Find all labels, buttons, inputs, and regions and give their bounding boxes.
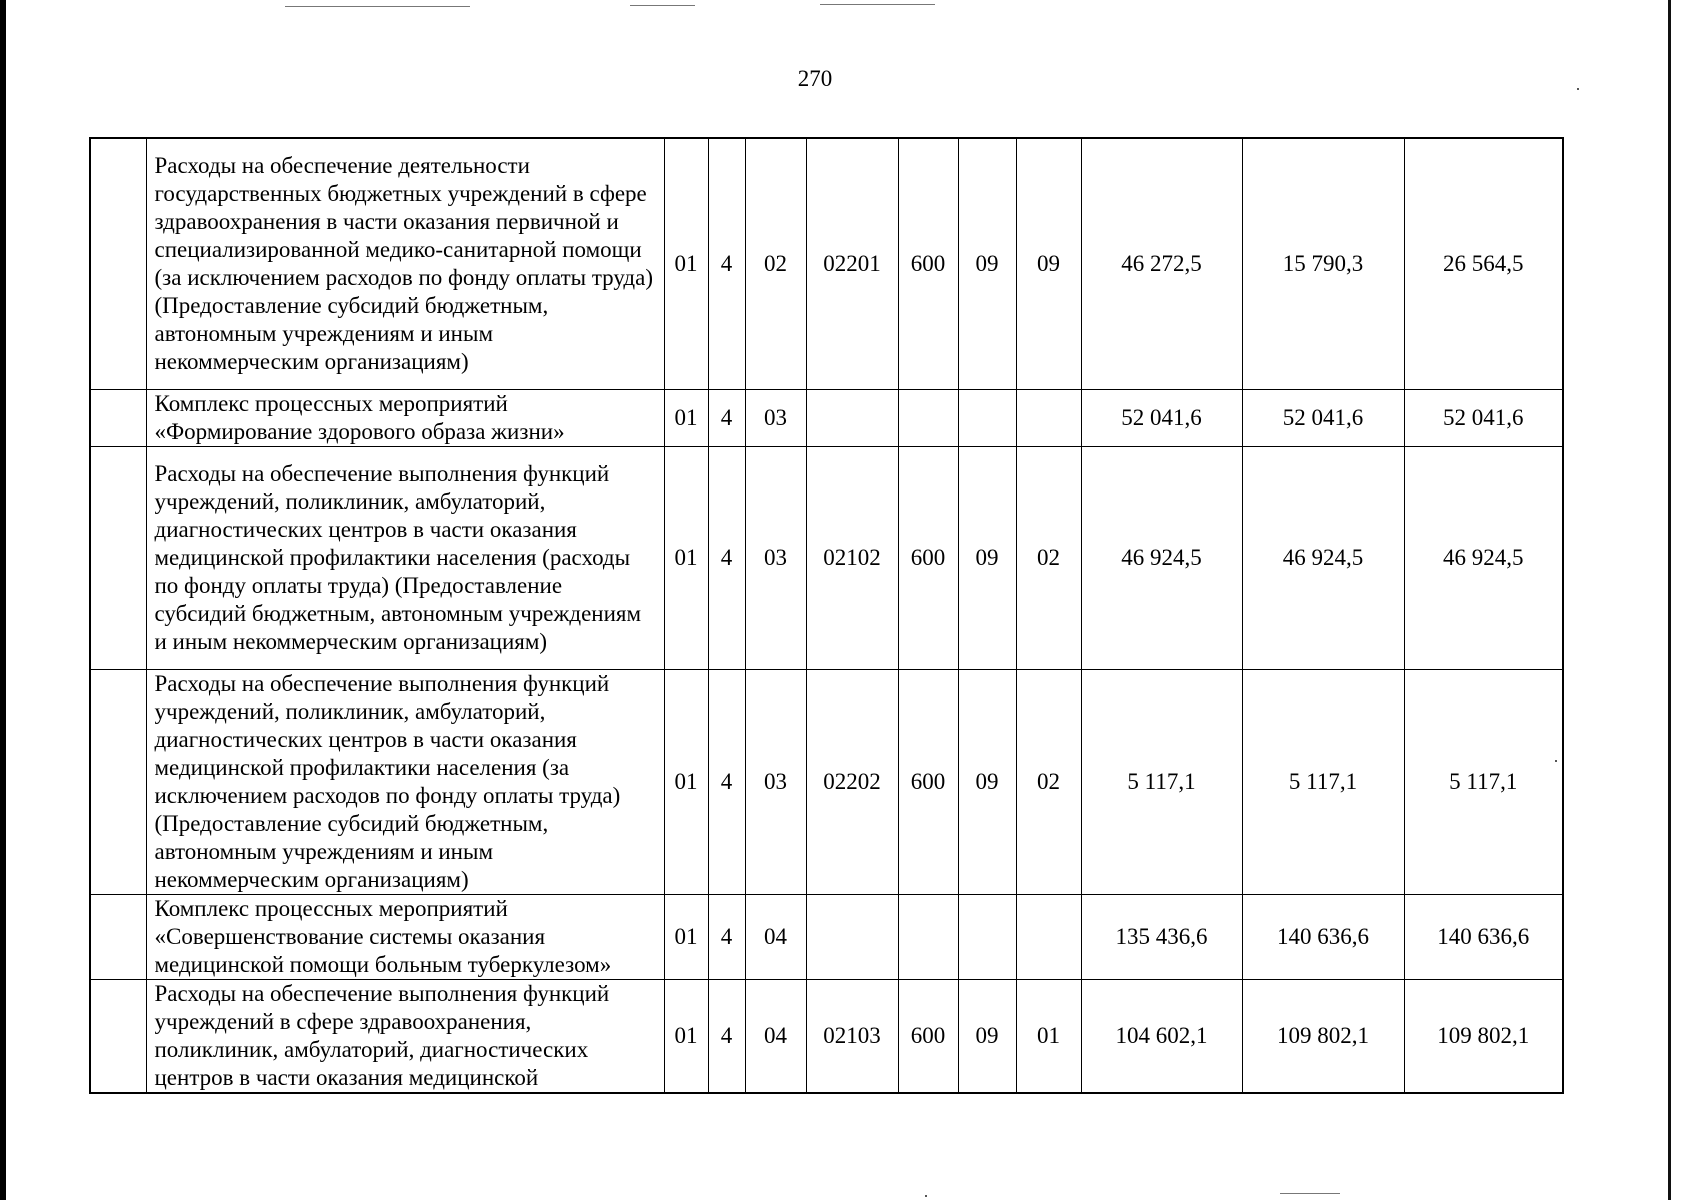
code-cell — [898, 894, 958, 979]
scan-artifact — [630, 5, 695, 6]
code-cell: 02201 — [806, 138, 898, 389]
amount-cell: 46 924,5 — [1242, 446, 1404, 669]
code-cell: 03 — [745, 389, 806, 446]
code-cell: 02103 — [806, 979, 898, 1093]
code-cell: 02 — [1016, 446, 1081, 669]
table-row — [90, 446, 1563, 669]
amount-cell: 15 790,3 — [1242, 138, 1404, 389]
row-description: Расходы на обеспечение выполнения функций учреждений в сфере здравоохранения, поликлиник, амбулаторий, диагностических центров в части оказания медицинской — [146, 979, 664, 1093]
page-number: 270 — [797, 66, 833, 91]
code-cell: 01 — [664, 138, 708, 389]
scan-artifact — [925, 1195, 927, 1197]
scan-artifact — [285, 6, 470, 7]
code-cell: 09 — [958, 446, 1016, 669]
amount-cell: 46 924,5 — [1404, 446, 1563, 669]
scan-artifact — [1280, 1193, 1340, 1194]
amount-cell: 104 602,1 — [1081, 979, 1242, 1093]
code-cell — [958, 894, 1016, 979]
amount-cell: 109 802,1 — [1404, 979, 1563, 1093]
table-row — [90, 894, 1563, 979]
row-number-cell — [90, 446, 146, 669]
code-cell: 4 — [708, 669, 745, 894]
row-number-cell — [90, 389, 146, 446]
scan-right-edge — [1668, 0, 1671, 1200]
amount-cell: 140 636,6 — [1242, 894, 1404, 979]
code-cell: 01 — [664, 669, 708, 894]
amount-cell: 46 272,5 — [1081, 138, 1242, 389]
code-cell: 01 — [664, 389, 708, 446]
code-cell: 03 — [745, 446, 806, 669]
amount-cell: 5 117,1 — [1081, 669, 1242, 894]
code-cell: 4 — [708, 138, 745, 389]
table-row — [90, 979, 1563, 1093]
row-description: Расходы на обеспечение выполнения функций учреждений, поликлиник, амбулаторий, диагностических центров в части оказания медицинской профилактики населения (за исключением расходов по фонду оплаты труда) (Предоставление субсидий бюджетным, автономным учреждениям и иным некоммерческим организациям) — [146, 669, 664, 894]
amount-cell: 135 436,6 — [1081, 894, 1242, 979]
row-number-cell — [90, 979, 146, 1093]
row-description: Расходы на обеспечение деятельности государственных бюджетных учреждений в сфере здравоохранения в части оказания первичной и специализированной медико-санитарной помощи (за исключением расходов по фонду оплаты труда) (Предоставление субсидий бюджетным, автономным учреждениям и иным некоммерческим организациям) — [146, 138, 664, 389]
code-cell: 01 — [1016, 979, 1081, 1093]
table-row — [90, 389, 1563, 446]
amount-cell: 26 564,5 — [1404, 138, 1563, 389]
code-cell: 01 — [664, 446, 708, 669]
code-cell — [898, 389, 958, 446]
code-cell: 09 — [958, 138, 1016, 389]
amount-cell: 52 041,6 — [1242, 389, 1404, 446]
scan-left-edge — [0, 0, 6, 1200]
code-cell: 02 — [745, 138, 806, 389]
amount-cell: 52 041,6 — [1404, 389, 1563, 446]
row-number-cell — [90, 138, 146, 389]
amount-cell: 140 636,6 — [1404, 894, 1563, 979]
table-row — [90, 669, 1563, 894]
code-cell — [806, 894, 898, 979]
amount-cell: 5 117,1 — [1242, 669, 1404, 894]
code-cell: 01 — [664, 979, 708, 1093]
code-cell: 600 — [898, 669, 958, 894]
code-cell: 600 — [898, 979, 958, 1093]
code-cell: 09 — [958, 979, 1016, 1093]
code-cell: 04 — [745, 979, 806, 1093]
amount-cell: 46 924,5 — [1081, 446, 1242, 669]
code-cell — [958, 389, 1016, 446]
code-cell — [806, 389, 898, 446]
row-number-cell — [90, 894, 146, 979]
code-cell: 02202 — [806, 669, 898, 894]
code-cell — [1016, 389, 1081, 446]
amount-cell: 109 802,1 — [1242, 979, 1404, 1093]
code-cell: 02 — [1016, 669, 1081, 894]
code-cell: 09 — [958, 669, 1016, 894]
code-cell — [1016, 894, 1081, 979]
code-cell: 4 — [708, 389, 745, 446]
row-description: Комплекс процессных мероприятий «Формирование здорового образа жизни» — [146, 389, 664, 446]
code-cell: 01 — [664, 894, 708, 979]
scan-artifact — [820, 4, 935, 5]
budget-table — [89, 137, 1564, 1094]
row-description: Комплекс процессных мероприятий «Совершенствование системы оказания медицинской помощи больным туберкулезом» — [146, 894, 664, 979]
code-cell: 03 — [745, 669, 806, 894]
code-cell: 4 — [708, 979, 745, 1093]
code-cell: 4 — [708, 446, 745, 669]
code-cell: 600 — [898, 446, 958, 669]
row-description: Расходы на обеспечение выполнения функций учреждений, поликлиник, амбулаторий, диагностических центров в части оказания медицинской профилактики населения (расходы по фонду оплаты труда) (Предоставление субсидий бюджетным, автономным учреждениям и иным некоммерческим организациям) — [146, 446, 664, 669]
table-row — [90, 138, 1563, 389]
code-cell: 4 — [708, 894, 745, 979]
amount-cell: 5 117,1 — [1404, 669, 1563, 894]
code-cell: 04 — [745, 894, 806, 979]
code-cell: 600 — [898, 138, 958, 389]
code-cell: 02102 — [806, 446, 898, 669]
code-cell: 09 — [1016, 138, 1081, 389]
row-number-cell — [90, 669, 146, 894]
amount-cell: 52 041,6 — [1081, 389, 1242, 446]
